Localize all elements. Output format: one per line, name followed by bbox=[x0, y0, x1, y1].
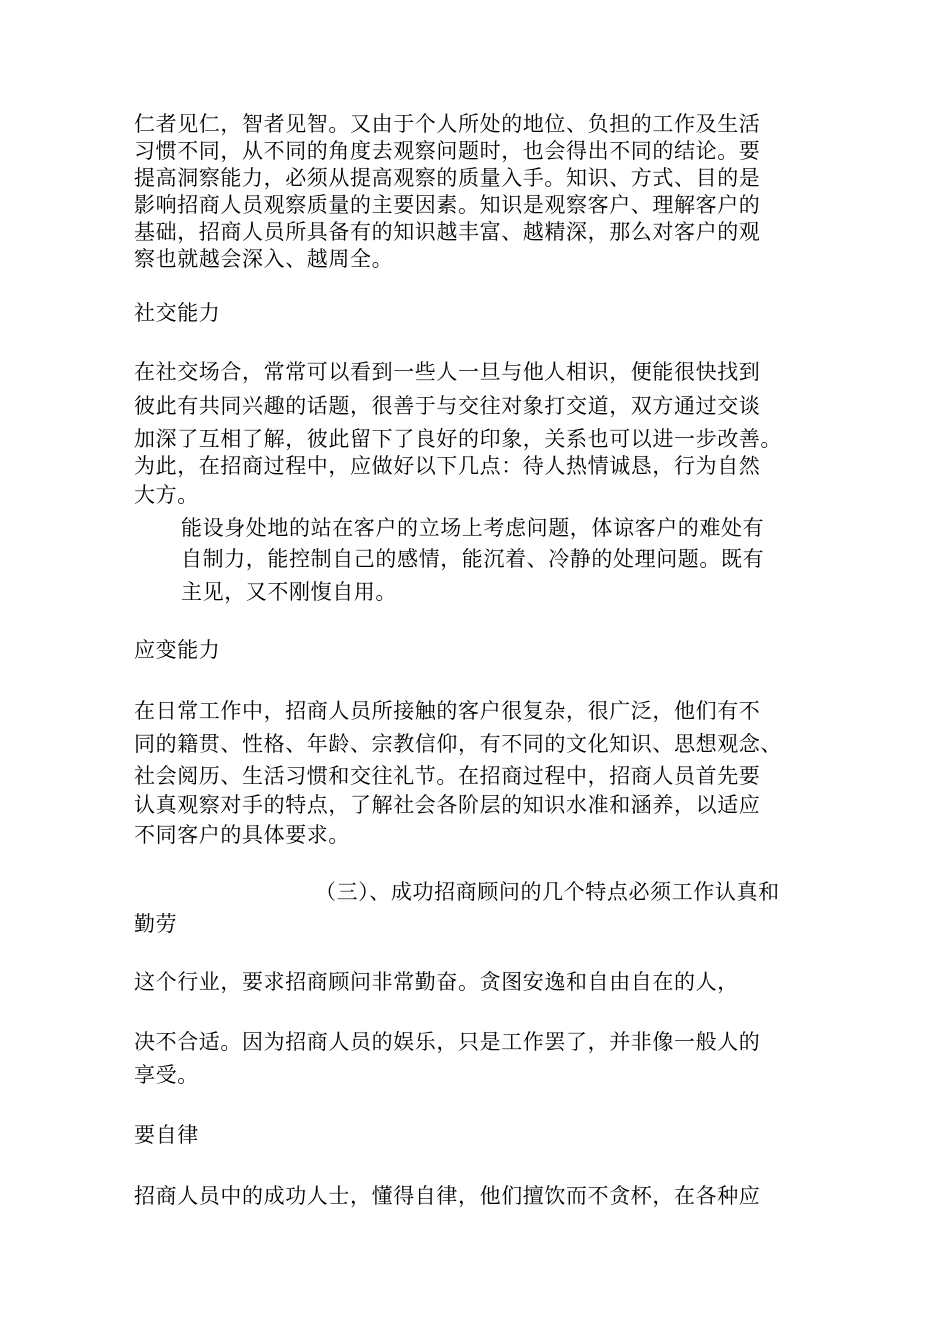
paragraph-line: 彼此有共同兴趣的话题，很善于与交往对象打交道，双方通过交谈 bbox=[134, 394, 761, 418]
paragraph-line: 提高洞察能力，必须从提高观察的质量入手。知识、方式、目的是 bbox=[134, 166, 761, 190]
paragraph-line: 在社交场合，常常可以看到一些人一旦与他人相识，便能很快找到 bbox=[134, 360, 761, 384]
indented-line: 能设身处地的站在客户的立场上考虑问题，体谅客户的难处有 bbox=[181, 516, 765, 540]
paragraph-line: 加深了互相了解，彼此留下了良好的印象，关系也可以进一步改善。 bbox=[134, 427, 782, 451]
paragraph-line: 习惯不同，从不同的角度去观察问题时，也会得出不同的结论。要 bbox=[134, 139, 761, 163]
section-heading-discipline: 要自律 bbox=[134, 1123, 199, 1147]
indented-line: 主见，又不刚愎自用。 bbox=[181, 580, 397, 604]
paragraph-line: 在日常工作中，招商人员所接触的客户很复杂，很广泛，他们有不 bbox=[134, 699, 761, 723]
section-heading-three: （三）、成功招商顾问的几个特点必须工作认真和 bbox=[315, 880, 780, 904]
paragraph-line: 招商人员中的成功人士，懂得自律，他们擅饮而不贪杯，在各种应 bbox=[134, 1184, 761, 1208]
paragraph-line: 享受。 bbox=[134, 1063, 199, 1087]
paragraph-line: 认真观察对手的特点，了解社会各阶层的知识水准和涵养，以适应 bbox=[134, 793, 761, 817]
paragraph-line: 决不合适。因为招商人员的娱乐，只是工作罢了，并非像一般人的 bbox=[134, 1030, 761, 1054]
indented-line: 自制力，能控制自己的感情，能沉着、冷静的处理问题。既有 bbox=[181, 547, 765, 571]
section-heading-three-cont: 勤劳 bbox=[134, 912, 178, 936]
section-heading-social: 社交能力 bbox=[134, 301, 221, 325]
paragraph-line: 同的籍贯、性格、年龄、宗教信仰，有不同的文化知识、思想观念、 bbox=[134, 732, 782, 756]
paragraph-line: 社会阅历、生活习惯和交往礼节。在招商过程中，招商人员首先要 bbox=[134, 764, 761, 788]
paragraph-line: 大方。 bbox=[134, 483, 199, 507]
paragraph-line: 这个行业，要求招商顾问非常勤奋。贪图安逸和自由自在的人， bbox=[134, 970, 739, 994]
paragraph-line: 不同客户的具体要求。 bbox=[134, 823, 350, 847]
paragraph-line: 基础，招商人员所具备有的知识越丰富、越精深，那么对客户的观 bbox=[134, 220, 761, 244]
paragraph-line: 仁者见仁，智者见智。又由于个人所处的地位、负担的工作及生活 bbox=[134, 112, 761, 136]
section-heading-adapt: 应变能力 bbox=[134, 638, 221, 662]
paragraph-line: 察也就越会深入、越周全。 bbox=[134, 247, 394, 271]
paragraph-line: 影响招商人员观察质量的主要因素。知识是观察客户、理解客户的 bbox=[134, 193, 761, 217]
paragraph-line: 为此，在招商过程中，应做好以下几点：待人热情诚恳，行为自然 bbox=[134, 454, 761, 478]
